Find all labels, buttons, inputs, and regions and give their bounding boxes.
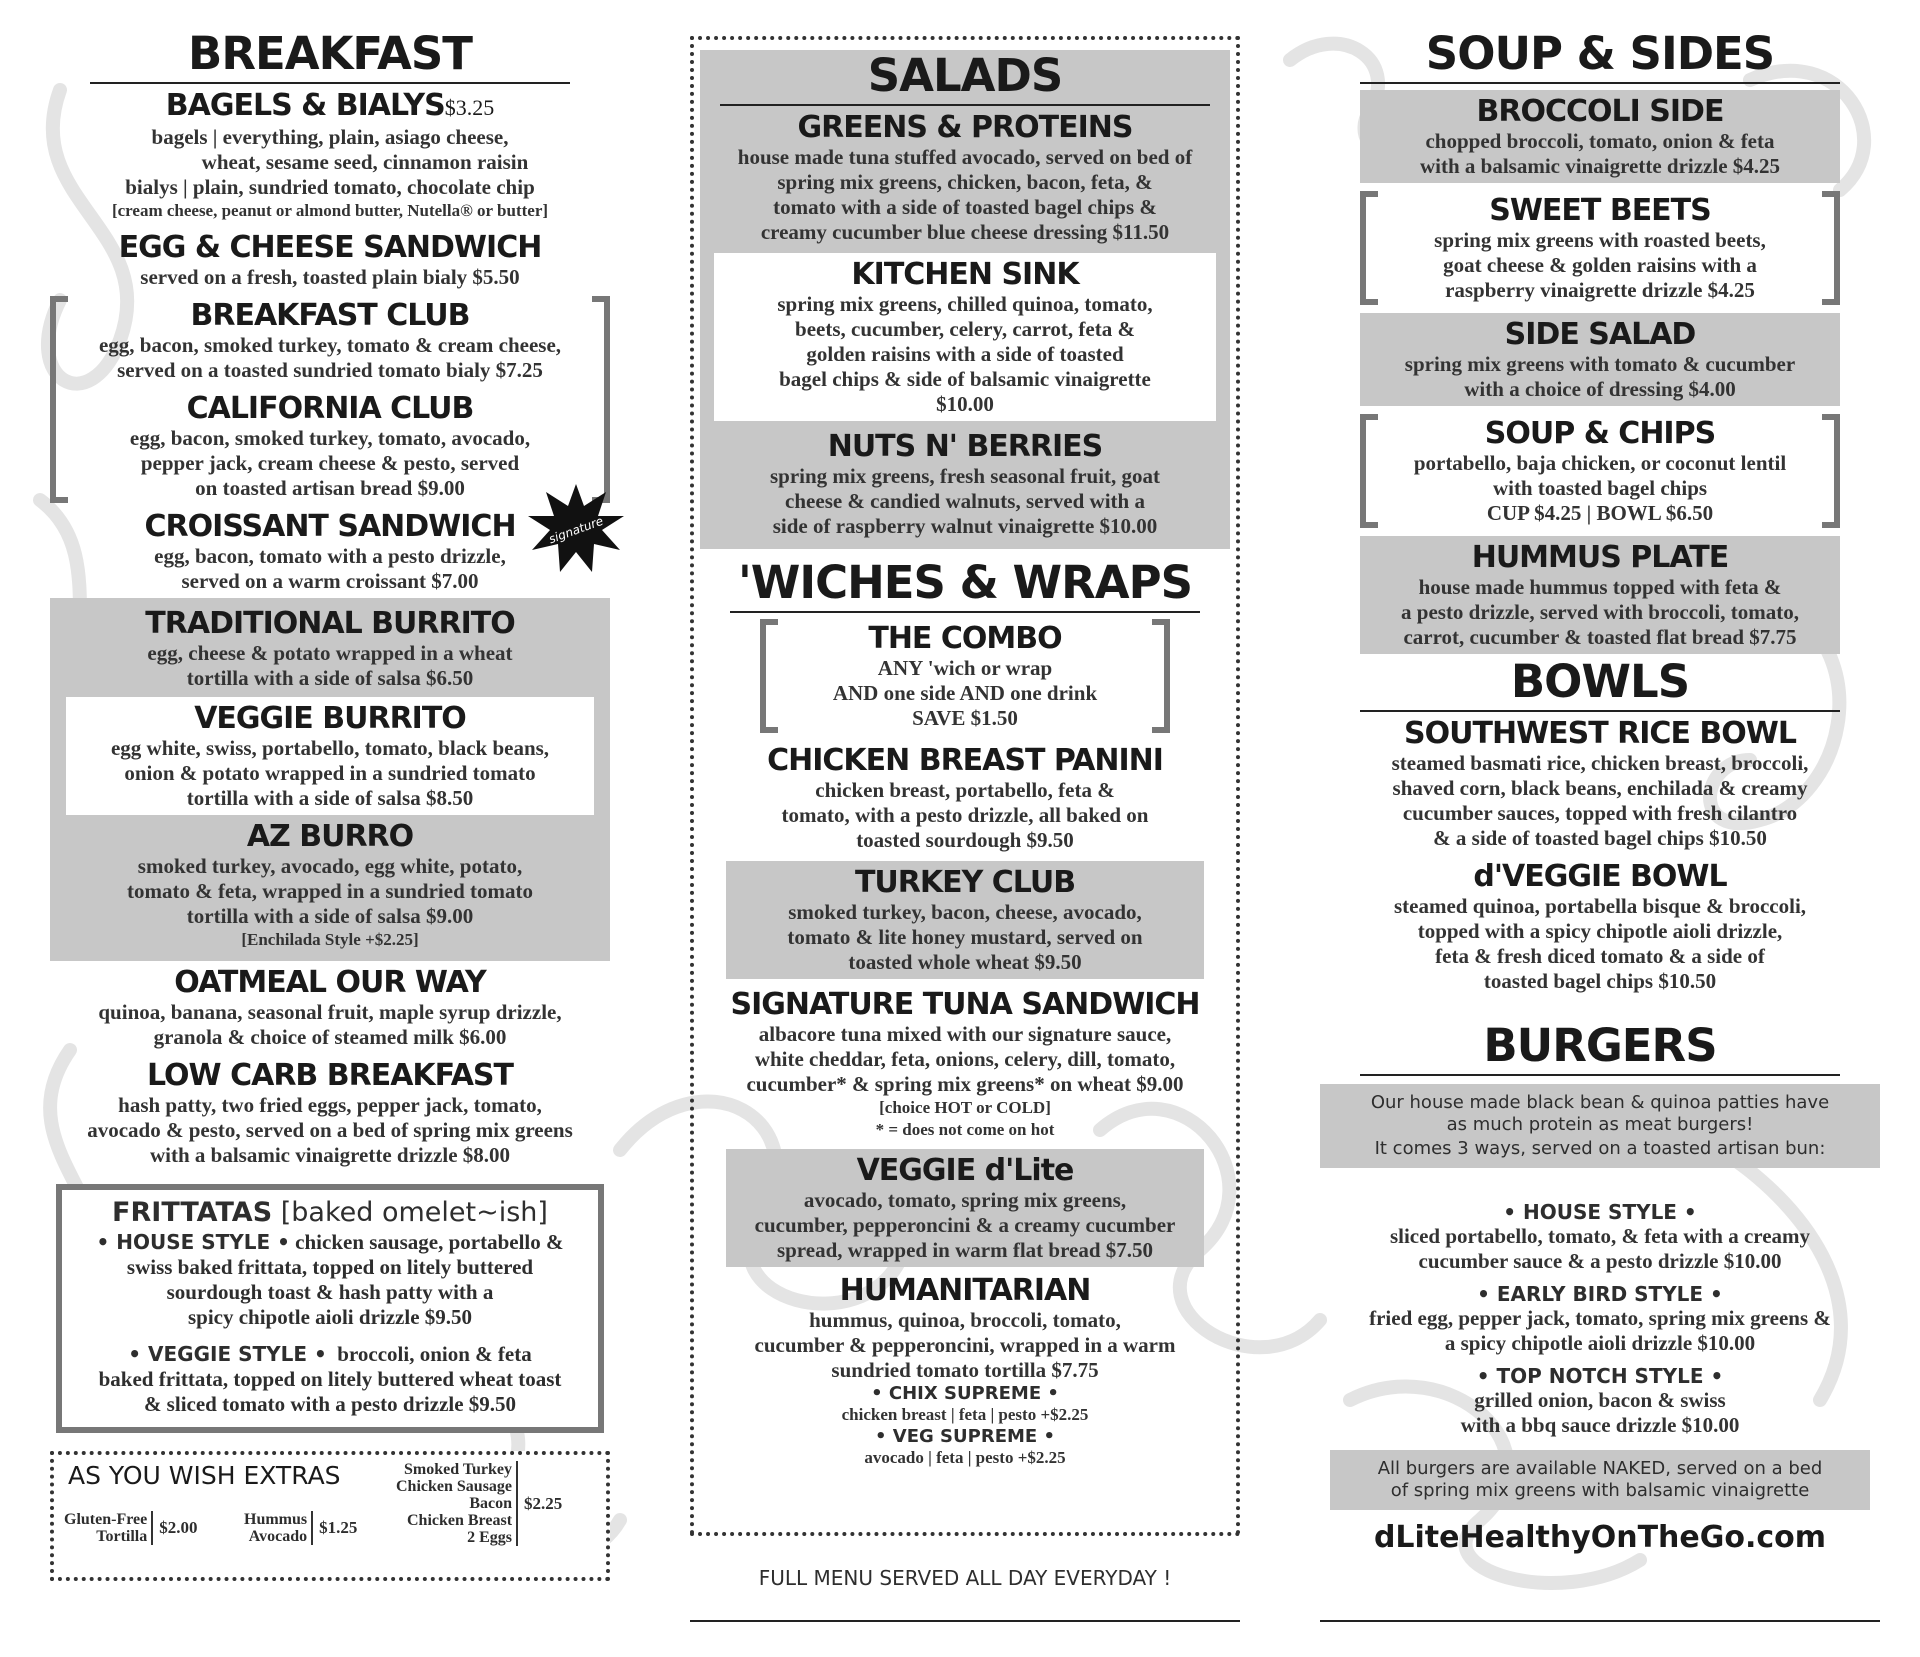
item-title: CALIFORNIA CLUB [186,391,474,426]
soup-chips-bracket [1360,412,1840,530]
item-desc: tomato & feta, wrapped in a sundried tomato [127,879,533,903]
item-title: THE COMBO [868,621,1062,656]
item-desc: chopped broccoli, tomato, onion & feta [1425,129,1775,153]
item-title: TRADITIONAL BURRITO [145,606,515,641]
item-desc: shaved corn, black beans, enchilada & creamy [1392,776,1808,800]
burger-house-style [1320,1196,1880,1278]
veg-supreme-desc: avocado | feta | pesto +$2.25 [864,1448,1066,1467]
menu-item-low-carb [50,1054,610,1172]
item-desc: creamy cucumber blue cheese dressing $11.50 [760,220,1170,244]
item-desc: house made tuna stuffed avocado, served on bed of [737,145,1193,169]
item-desc: egg, cheese & potato wrapped in a wheat [147,641,513,665]
item-desc: spring mix greens, chicken, bacon, feta, & [777,170,1153,194]
menu-item-signature-tuna [690,983,1240,1145]
item-desc: spring mix greens, fresh seasonal fruit, goat [769,464,1161,488]
chix-supreme-label: • CHIX SUPREME • [871,1383,1059,1404]
signature-badge-icon [528,484,624,574]
item-desc: tomato & lite honey mustard, served on [787,925,1143,949]
item-desc: tortilla with a side of salsa $6.50 [186,666,474,690]
salads-wiches-column [690,36,1240,1473]
extra-price: $2.25 [524,1493,563,1513]
salads-heading: SALADS [720,50,1210,106]
item-desc: albacore tuna mixed with our signature sauce, [758,1022,1172,1046]
menu-item-kitchen-sink [714,253,1216,421]
item-title: CROISSANT SANDWICH [144,509,516,544]
item-desc: with toasted bagel chips [1492,476,1708,500]
item-desc: portabello, baja chicken, or coconut lentil [1413,451,1787,475]
item-desc: baked frittata, topped on litely buttered wheat toast [98,1367,562,1391]
item-desc: side of raspberry walnut vinaigrette $10.00 [772,514,1158,538]
item-desc: egg, bacon, smoked turkey, tomato & cream cheese, [98,333,562,357]
item-desc: toasted sourdough $9.50 [856,828,1074,852]
menu-item-sweet-beets [1360,189,1840,307]
menu-item-veggie-burrito [66,697,594,815]
menu-item-turkey-club [726,861,1204,979]
extra-price: $1.25 [319,1518,358,1537]
extra-name: Chicken Sausage [396,1478,513,1495]
item-title: VEGGIE d'Lite [856,1153,1074,1188]
wiches-heading: 'WICHES & WRAPS [730,557,1200,613]
item-desc: quinoa, banana, seasonal fruit, maple syrup drizzle, [98,1000,562,1024]
item-desc: tomato, with a pesto drizzle, all baked on [781,803,1149,827]
extra-name: Bacon [469,1495,513,1512]
menu-item-croissant [50,505,610,598]
veg-supreme-label: • VEG SUPREME • [875,1426,1055,1447]
item-desc: spring mix greens with roasted beets, [1434,228,1766,252]
item-desc: cucumber sauces, topped with fresh cilantro [1402,801,1798,825]
frittatas-subtitle: [baked omelet~ish] [280,1197,548,1228]
extra-name: 2 Eggs [467,1529,513,1546]
menu-item-oatmeal [50,961,610,1054]
item-desc: sundried tomato tortilla $7.75 [831,1358,1099,1382]
style-label: • TOP NOTCH STYLE • [1476,1364,1724,1388]
combo-bracket [760,617,1170,735]
item-title: LOW CARB BREAKFAST [147,1058,513,1093]
soup-sides-column [1320,28,1880,1555]
item-desc: steamed basmati rice, chicken breast, broccoli, [1391,751,1809,775]
item-note: [cream cheese, peanut or almond butter, Nutella® or butter] [111,201,549,220]
signature-badge-text: signature [546,513,606,547]
menu-item-breakfast-club [56,294,604,387]
naked-line: All burgers are available NAKED, served on a bed [1377,1458,1823,1479]
item-desc: & a side of toasted bagel chips $10.50 [1433,826,1767,850]
item-desc: AND one side AND one drink [832,681,1098,705]
item-desc: served on a warm croissant $7.00 [181,569,479,593]
item-desc: grilled onion, bacon & swiss [1474,1388,1726,1412]
burgers-heading: BURGERS [1360,1020,1840,1076]
style-label: • VEGGIE STYLE • [128,1342,327,1366]
item-desc: tortilla with a side of salsa $8.50 [186,786,474,810]
item-title: SIGNATURE TUNA SANDWICH [730,987,1200,1022]
item-desc: pepper jack, cream cheese & pesto, served [140,451,520,475]
footer-divider [1320,1620,1880,1622]
item-desc: bagels | everything, plain, asiago cheese, [151,125,509,149]
item-desc: avocado, tomato, spring mix greens, [803,1188,1127,1212]
item-title: SOUTHWEST RICE BOWL [1404,716,1796,751]
menu-item-soup-chips [1360,412,1840,530]
item-desc: cheese & candied walnuts, served with a [785,489,1145,513]
breakfast-heading: BREAKFAST [90,28,570,84]
extras-title: AS YOU WISH EXTRAS [68,1461,341,1490]
item-desc: golden raisins with a side of toasted [806,342,1124,366]
item-desc: toasted bagel chips $10.50 [1483,969,1717,993]
item-desc: chicken sausage, portabello & [295,1230,564,1254]
burgers-naked-note [1330,1450,1870,1510]
menu-item-side-salad [1360,313,1840,406]
item-desc: cucumber & pepperoncini, wrapped in a warm [754,1333,1176,1357]
item-desc: bialys | plain, sundried tomato, chocolate chip [125,175,535,199]
item-title: EGG & CHEESE SANDWICH [118,230,542,265]
item-desc: served on a toasted sundried tomato bialy $7.25 [117,358,543,382]
menu-item-dveggie-bowl [1320,855,1880,998]
style-label: • HOUSE STYLE • [96,1230,290,1254]
extra-name: Avocado [248,1528,308,1545]
item-desc: with a choice of dressing $4.00 [1464,377,1736,401]
item-desc: smoked turkey, avocado, egg white, potato, [137,854,523,878]
item-desc: with a balsamic vinaigrette drizzle $8.00 [149,1143,511,1167]
frittata-house-style [72,1230,588,1330]
item-desc: & sliced tomato with a pesto drizzle $9.50 [143,1392,517,1416]
menu-item-humanitarian [690,1271,1240,1473]
item-desc: raspberry vinaigrette drizzle $4.25 [1445,278,1755,302]
item-desc: SAVE $1.50 [912,706,1018,730]
item-title: BAGELS & BIALYS [165,88,445,123]
website-url: dLiteHealthyOnTheGo.com [1373,1520,1827,1555]
item-desc: spicy chipotle aioli drizzle $9.50 [187,1305,473,1329]
burrito-gray-panel [50,598,610,961]
item-desc: smoked turkey, bacon, cheese, avocado, [788,900,1142,924]
item-title: HUMANITARIAN [839,1273,1091,1308]
item-desc: spring mix greens with tomato & cucumber [1404,352,1796,376]
frittatas-title: FRITTATAS [112,1197,273,1228]
item-title: AZ BURRO [246,819,414,854]
frittata-veggie-style [72,1342,588,1417]
item-title: TURKEY CLUB [854,865,1076,900]
style-label: • HOUSE STYLE • [1503,1200,1697,1224]
item-desc: broccoli, onion & feta [337,1342,532,1366]
item-desc: white cheddar, feta, onions, celery, dill, tomato, [754,1047,1176,1071]
item-desc: toasted whole wheat $9.50 [848,950,1082,974]
naked-line: of spring mix greens with balsamic vinaigrette [1390,1480,1810,1501]
item-desc: tortilla with a side of salsa $9.00 [186,904,474,928]
item-note: [choice HOT or COLD] [879,1098,1051,1117]
item-desc: granola & choice of steamed milk $6.00 [153,1025,507,1049]
menu-item-egg-cheese [50,226,610,294]
menu-item-combo [760,617,1170,735]
item-title: VEGGIE BURRITO [194,701,466,736]
item-desc: wheat, sesame seed, cinnamon raisin [201,150,529,174]
item-desc: on toasted artisan bread $9.00 [195,476,465,500]
item-desc: feta & fresh diced tomato & a side of [1435,944,1765,968]
extra-name: Tortilla [96,1528,148,1545]
item-desc: egg, bacon, smoked turkey, tomato, avocado, [129,426,531,450]
item-desc: topped with a spicy chipotle aioli drizzle, [1417,919,1783,943]
item-price: $3.25 [444,95,495,120]
item-desc: with a balsamic vinaigrette drizzle $4.25 [1419,154,1781,178]
menu-item-traditional-burrito [66,602,594,697]
frittatas-box [56,1184,604,1433]
item-desc: cucumber sauce & a pesto drizzle $10.00 [1418,1249,1782,1273]
item-desc: ANY 'wich or wrap [877,656,1053,680]
extras-group-2 [244,1511,357,1545]
item-desc: carrot, cucumber & toasted flat bread $7.75 [1403,625,1797,649]
item-desc: a spicy chipotle aioli drizzle $10.00 [1444,1331,1756,1355]
item-note: * = does not come on hot [875,1120,1055,1139]
item-desc: a pesto drizzle, served with broccoli, tomato, [1401,600,1799,624]
extra-name: Gluten-Free [64,1511,148,1528]
item-title: SWEET BEETS [1489,193,1711,228]
menu-item-nuts-berries [700,425,1230,543]
extra-name: Chicken Breast [406,1512,513,1529]
item-desc: goat cheese & golden raisins with a [1443,253,1757,277]
item-desc: egg white, swiss, portabello, tomato, black beans, [110,736,550,760]
burgers-intro-line: It comes 3 ways, served on a toasted artisan bun: [1374,1138,1826,1159]
item-desc: sliced portabello, tomato, & feta with a creamy [1389,1224,1811,1248]
item-desc: cucumber, pepperoncini & a creamy cucumber [754,1213,1176,1237]
item-title: KITCHEN SINK [851,257,1079,292]
full-menu-footer: FULL MENU SERVED ALL DAY EVERYDAY ! [758,1566,1172,1590]
menu-item-greens-proteins [700,106,1230,249]
extra-name: Hummus [244,1511,308,1528]
item-title: d'VEGGIE BOWL [1473,859,1727,894]
item-desc: spring mix greens, chilled quinoa, tomato, [777,292,1153,316]
item-desc: CUP $4.25 | BOWL $6.50 [1486,501,1714,525]
item-desc: sourdough toast & hash patty with a [166,1280,494,1304]
item-desc: cucumber* & spring mix greens* on wheat $9.00 [746,1072,1184,1096]
menu-item-broccoli-side [1360,90,1840,183]
item-title: NUTS N' BERRIES [827,429,1103,464]
footer-divider [690,1620,1240,1622]
item-title: GREENS & PROTEINS [797,110,1133,145]
menu-item-veggie-dlite [726,1149,1204,1267]
item-note: [Enchilada Style +$2.25] [241,930,419,949]
burgers-intro-line: Our house made black bean & quinoa patties have [1370,1092,1830,1113]
chix-supreme-desc: chicken breast | feta | pesto +$2.25 [841,1405,1089,1424]
item-title: HUMMUS PLATE [1471,540,1729,575]
menu-item-southwest-bowl [1320,712,1880,855]
item-desc: steamed quinoa, portabella bisque & broccoli, [1393,894,1807,918]
menu-item-bagels [50,84,610,226]
menu-item-california-club [56,387,604,505]
bowls-heading: BOWLS [1360,656,1840,712]
extras-group-3 [396,1461,562,1546]
item-desc: house made hummus topped with feta & [1418,575,1782,599]
item-title: SIDE SALAD [1504,317,1696,352]
item-title: BROCCOLI SIDE [1476,94,1724,129]
extra-name: Smoked Turkey [403,1461,513,1478]
breakfast-column [50,28,610,1581]
item-title: SOUP & CHIPS [1484,416,1716,451]
item-desc: spread, wrapped in warm flat bread $7.50 [776,1238,1154,1262]
item-desc: hummus, quinoa, broccoli, tomato, [809,1308,1121,1332]
item-desc: beets, cucumber, celery, carrot, feta & [795,317,1135,341]
item-desc: onion & potato wrapped in a sundried tomato [124,761,536,785]
item-desc: $10.00 [936,392,994,416]
item-title: CHICKEN BREAST PANINI [767,743,1163,778]
item-desc: swiss baked frittata, topped on litely buttered [126,1255,534,1279]
extras-group-1 [64,1511,197,1545]
burgers-intro [1320,1084,1880,1168]
item-desc: fried egg, pepper jack, tomato, spring mix greens & [1369,1306,1831,1330]
burger-early-bird-style [1320,1278,1880,1360]
item-desc: bagel chips & side of balsamic vinaigrette [779,367,1151,391]
beets-bracket [1360,189,1840,307]
item-desc: tomato with a side of toasted bagel chips & [773,195,1157,219]
item-title: BREAKFAST CLUB [190,298,470,333]
item-desc: avocado & pesto, served on a bed of spring mix greens [87,1118,573,1142]
item-title: OATMEAL OUR WAY [174,965,486,1000]
item-desc: served on a fresh, toasted plain bialy $5.50 [140,265,520,289]
soup-sides-heading: SOUP & SIDES [1360,28,1840,84]
burgers-intro-line: as much protein as meat burgers! [1446,1114,1754,1135]
extra-price: $2.00 [159,1518,198,1537]
club-bracket-group [50,294,610,505]
item-desc: hash patty, two fried eggs, pepper jack, tomato, [118,1093,542,1117]
salads-panel [700,50,1230,549]
item-desc: egg, bacon, tomato with a pesto drizzle, [154,544,506,568]
item-desc: with a bbq sauce drizzle $10.00 [1460,1413,1740,1437]
item-desc: chicken breast, portabello, feta & [815,778,1115,802]
burger-top-notch-style [1320,1360,1880,1442]
extras-box [50,1451,610,1581]
menu-item-az-burro [66,815,594,955]
menu-item-hummus-plate [1360,536,1840,654]
style-label: • EARLY BIRD STYLE • [1477,1282,1723,1306]
menu-item-chicken-panini [690,739,1240,857]
